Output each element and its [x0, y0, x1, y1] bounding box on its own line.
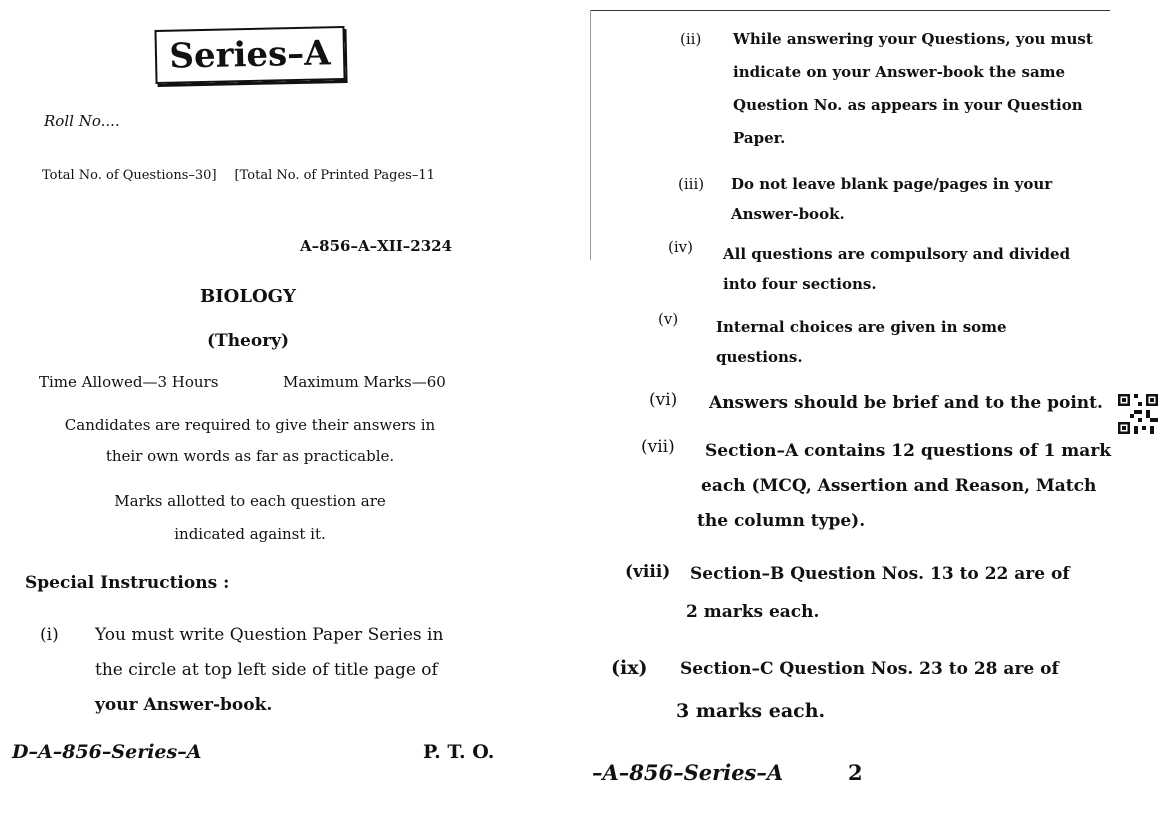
candidates-instruction-line2: their own words as far as practicable.: [105, 447, 395, 465]
instruction-line: each (MCQ, Assertion and Reason, Match: [701, 476, 1097, 496]
instruction-line: Internal choices are given in some: [716, 318, 1007, 336]
instruction-line: Do not leave blank page/pages in your: [731, 175, 1053, 193]
instruction-line: Section–B Question Nos. 13 to 22 are of: [690, 564, 1070, 584]
instruction-line: indicate on your Answer-book the same: [733, 63, 1066, 81]
time-allowed: Time Allowed—3 Hours: [39, 373, 219, 391]
page-footer-code: –A–856–Series–A: [592, 760, 784, 785]
instruction-line: Question No. as appears in your Question: [733, 96, 1083, 114]
marks-allotted-line2: indicated against it.: [174, 525, 326, 543]
total-pages: [Total No. of Printed Pages–11: [234, 168, 435, 183]
page-number: 2: [848, 760, 863, 785]
instruction-line: Section–A contains 12 questions of 1 mark: [705, 441, 1112, 461]
instruction-number: (iii): [678, 175, 705, 193]
instruction-line: 3 marks each.: [676, 700, 826, 722]
instruction-number: (i): [40, 625, 59, 645]
instruction-line: While answering your Questions, you must: [733, 30, 1093, 48]
instruction-line: Answers should be brief and to the point.: [709, 393, 1103, 413]
instruction-number: (ii): [680, 30, 702, 48]
instruction-line: Section–C Question Nos. 23 to 28 are of: [680, 659, 1059, 679]
instruction-line: You must write Question Paper Series in: [95, 625, 444, 645]
paper-code: A–856–A–XII–2324: [300, 237, 453, 255]
instruction-line: into four sections.: [723, 275, 877, 293]
instruction-line: Answer-book.: [731, 205, 845, 223]
instruction-line: your Answer-book.: [95, 695, 273, 715]
paper-type: (Theory): [207, 331, 290, 351]
instruction-number: (viii): [625, 562, 671, 582]
roll-number-label: Roll No....: [44, 112, 120, 130]
instruction-line: 2 marks each.: [686, 602, 820, 622]
instruction-number: (vii): [641, 437, 675, 457]
instruction-number: (v): [658, 310, 679, 328]
instruction-number: (iv): [668, 238, 693, 256]
candidates-instruction-line1: Candidates are required to give their answers in: [64, 416, 436, 434]
instruction-line: the column type).: [697, 511, 866, 531]
special-instructions-heading: Special Instructions :: [25, 573, 230, 593]
instruction-number: (ix): [611, 657, 648, 679]
qr-code-icon: [1118, 394, 1158, 434]
subject-title: BIOLOGY: [200, 286, 296, 307]
totals-line: [42, 168, 435, 183]
maximum-marks: Maximum Marks—60: [283, 373, 446, 391]
instruction-number: (vi): [649, 390, 678, 410]
page-top-rule: [590, 10, 1110, 11]
instruction-line: questions.: [716, 348, 803, 366]
page-left-edge: [590, 10, 591, 260]
left-page: [0, 0, 560, 827]
page-footer-code: D–A–856–Series–A: [12, 741, 202, 763]
instruction-line: the circle at top left side of title page of: [95, 660, 438, 680]
instruction-line: All questions are compulsory and divided: [723, 245, 1071, 263]
marks-allotted-line1: Marks allotted to each question are: [114, 492, 386, 510]
total-questions: Total No. of Questions–30]: [42, 168, 217, 183]
series-box: Series–A: [154, 26, 345, 84]
pto-label: P. T. O.: [423, 741, 495, 763]
instruction-line: Paper.: [733, 129, 786, 147]
